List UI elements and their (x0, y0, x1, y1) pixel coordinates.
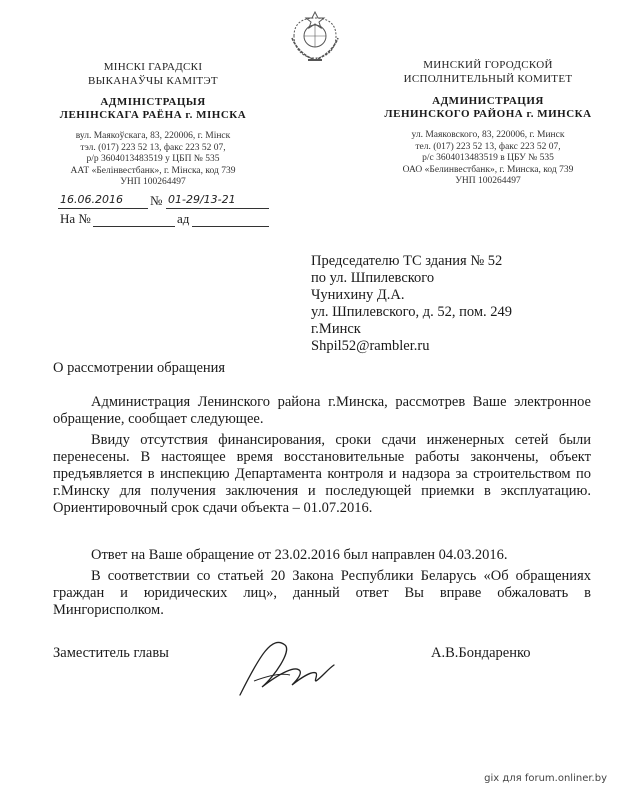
recipient-line: Председателю ТС здания № 52 (311, 253, 503, 269)
admin-name-line: АДМИНИСТРАЦИЯ (432, 95, 544, 107)
address-line: р/р 3604013483519 у ЦБП № 535 (86, 154, 220, 164)
handwritten-signature (230, 625, 340, 705)
reference-underline (93, 226, 175, 227)
address-line: р/с 3604013483519 в ЦБУ № 535 (422, 153, 554, 163)
signer-name: А.В.Бондаренко (431, 645, 531, 661)
address-line: УНП 100264497 (455, 176, 521, 186)
address-line: тэл. (017) 223 52 13, факс 223 52 07, (80, 142, 226, 153)
number-underline (166, 208, 269, 209)
recipient-line: Чунихину Д.А. (311, 287, 405, 303)
reference-from-label: ад (177, 211, 190, 226)
reference-label: На № (60, 211, 91, 226)
admin-name-line: ЛЕНІНСКАГА РАЁНА г. МІНСКА (59, 109, 247, 121)
body-paragraph: В соответствии со статьей 20 Закона Республики Беларусь «Об обращениях граждан и юридических лиц», данный ответ Вы вправе обжаловать в Мингорисполком. (53, 568, 591, 618)
address-line: ААТ «Белінвестбанк», г. Мінска, код 739 (70, 165, 236, 176)
recipient-line: по ул. Шпилевского (311, 270, 435, 286)
recipient-line: ул. Шпилевского, д. 52, пом. 249 (311, 304, 513, 320)
org-name-line: МИНСКИЙ ГОРОДСКОЙ (423, 59, 553, 71)
letterhead-left (48, 60, 258, 189)
outgoing-date: 16.06.2016 (60, 193, 123, 206)
address-line: тел. (017) 223 52 13, факс 223 52 07, (415, 141, 561, 152)
signer-position: Заместитель главы (53, 645, 169, 661)
number-prefix: № (150, 193, 163, 208)
subject-line: О рассмотрении обращения (53, 360, 226, 376)
org-name-line: ИСПОЛНИТЕЛЬНЫЙ КОМИТЕТ (403, 73, 573, 85)
org-name-line: ВЫКАНАЎЧЫ КАМІТЭТ (88, 75, 218, 87)
recipient-line: г.Минск (311, 321, 361, 337)
recipient-block (311, 253, 512, 355)
address-line: вул. Маякоўскага, 83, 220006, г. Мінск (75, 131, 231, 141)
date-underline (58, 208, 148, 209)
body-paragraph: Администрация Ленинского района г.Минска, рассмотрев Ваше электронное обращение, сообщает следующее. (53, 394, 591, 427)
address-line: ул. Маяковского, 83, 220006, г. Минск (411, 130, 565, 140)
body-paragraph: Ответ на Ваше обращение от 23.02.2016 был направлен 04.03.2016. (91, 547, 508, 563)
watermark: gix для forum.onliner.by (484, 773, 607, 784)
reference-from-underline (192, 226, 269, 227)
body-paragraph: Ввиду отсутствия финансирования, сроки сдачи инженерных сетей были перенесены. В настоящее время восстановительные работы закончены, объект предъявляется в инспекцию Департамента контроля и надзора за строительством по г.Минску для получения заключения и последующей приемки в эксплуатацию. Ориентировочный срок сдачи объекта – 01.07.2016. (53, 432, 591, 516)
address-line: ОАО «Белинвестбанк», г. Минска, код 739 (402, 164, 574, 175)
outgoing-number: 01-29/13-21 (168, 193, 236, 206)
coat-of-arms-emblem (286, 8, 344, 64)
letterhead-right (378, 58, 598, 188)
admin-name-line: ЛЕНИНСКОГО РАЙОНА г. МИНСКА (384, 108, 592, 120)
recipient-email: Shpil52@rambler.ru (311, 338, 430, 354)
org-name-line: МІНСКІ ГАРАДСКІ (103, 61, 203, 73)
address-line: УНП 100264497 (120, 177, 186, 187)
admin-name-line: АДМІНІСТРАЦЫЯ (100, 96, 206, 108)
